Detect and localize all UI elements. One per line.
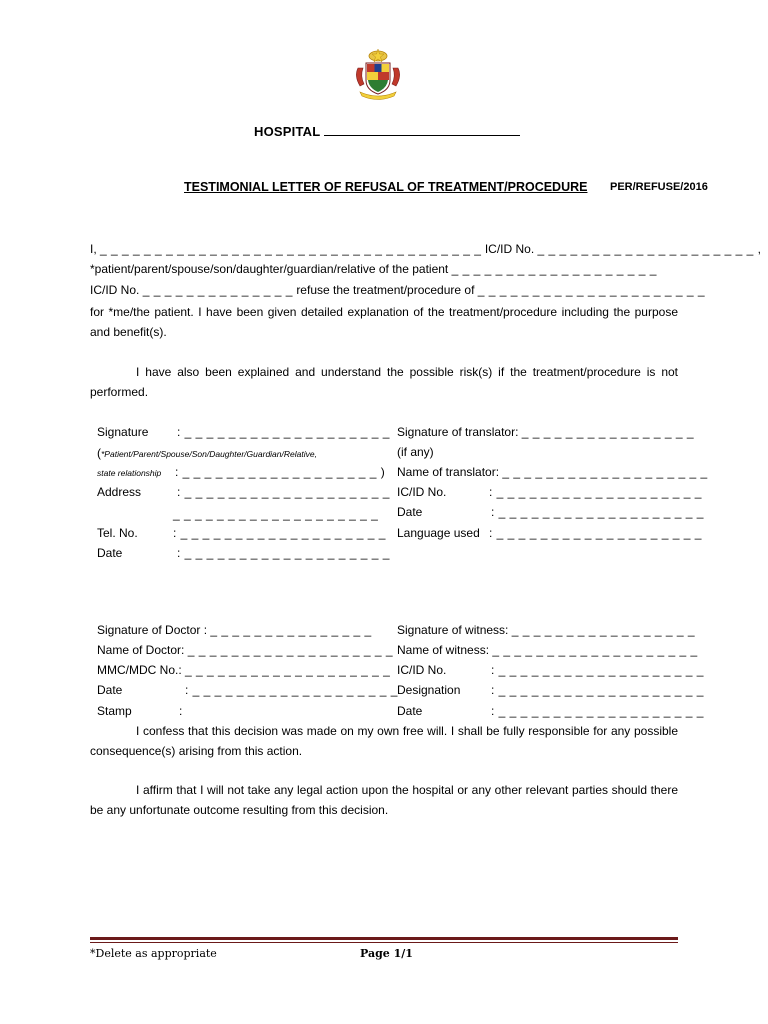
address-row-2 (173, 507, 378, 521)
footer-rule-thin (90, 942, 678, 943)
treatment-procedure-field[interactable]: _ _ _ _ _ _ _ _ _ _ _ _ _ _ _ _ _ _ _ _ _ (477, 283, 706, 297)
declaration-line-3: IC/ID No. _ _ _ _ _ _ _ _ _ _ _ _ _ _ refuse the treatment/procedure of _ _ _ _ _ _ _ _ _ _ _ _ _ _ _ _ _ _ _ _ _ (90, 283, 706, 297)
witness-icid-field[interactable]: : _ _ _ _ _ _ _ _ _ _ _ _ _ _ _ _ _ _ _ (491, 663, 704, 677)
declarant-icid-field[interactable]: _ _ _ _ _ _ _ _ _ _ _ _ _ _ _ _ _ _ _ _ , (537, 242, 762, 256)
patient-icid-field[interactable]: _ _ _ _ _ _ _ _ _ _ _ _ _ _ (142, 283, 293, 297)
stamp-row: Stamp : (97, 704, 183, 718)
state-relationship-row: state relationship : _ _ _ _ _ _ _ _ _ _ _ _ _ _ _ _ _ _ ) (97, 465, 386, 479)
declaration-line-1: I, _ _ _ _ _ _ _ _ _ _ _ _ _ _ _ _ _ _ _ _ _ _ _ _ _ _ _ _ _ _ _ _ _ _ _ IC/ID No. _ _ _ _ _ _ _ _ _ _ _ _ _ _ _ _ _ _ _ _ , (90, 242, 762, 256)
doctor-date-field[interactable]: : _ _ _ _ _ _ _ _ _ _ _ _ _ _ _ _ _ _ _ (185, 683, 398, 697)
witness-date-field[interactable]: : _ _ _ _ _ _ _ _ _ _ _ _ _ _ _ _ _ _ _ (491, 704, 704, 718)
doctor-date-row: Date : _ _ _ _ _ _ _ _ _ _ _ _ _ _ _ _ _ _ _ (97, 683, 398, 697)
relationship-row: (*Patient/Parent/Spouse/Son/Daughter/Guardian/Relative, (97, 446, 317, 460)
tel-field[interactable]: : _ _ _ _ _ _ _ _ _ _ _ _ _ _ _ _ _ _ _ (173, 526, 386, 540)
patient-name-field[interactable]: _ _ _ _ _ _ _ _ _ _ _ _ _ _ _ _ _ _ _ (451, 262, 657, 276)
address-field-2[interactable]: _ _ _ _ _ _ _ _ _ _ _ _ _ _ _ _ _ _ _ (173, 507, 379, 521)
translator-name-field[interactable]: _ _ _ _ _ _ _ _ _ _ _ _ _ _ _ _ _ _ _ (502, 465, 708, 479)
witness-signature-row: Signature of witness: _ _ _ _ _ _ _ _ _ _ _ _ _ _ _ _ _ (397, 623, 696, 637)
form-title: TESTIMONIAL LETTER OF REFUSAL OF TREATMENT/PROCEDURE (184, 180, 588, 194)
page-number: Page 1/1 (360, 947, 413, 960)
translator-signature-row: Signature of translator: _ _ _ _ _ _ _ _ _ _ _ _ _ _ _ _ (397, 425, 695, 439)
translator-icid-field[interactable]: : _ _ _ _ _ _ _ _ _ _ _ _ _ _ _ _ _ _ _ (489, 485, 702, 499)
address-row: Address : _ _ _ _ _ _ _ _ _ _ _ _ _ _ _ _ _ _ _ (97, 485, 390, 499)
translator-icid-row: IC/ID No. : _ _ _ _ _ _ _ _ _ _ _ _ _ _ _ _ _ _ _ (397, 485, 702, 499)
translator-date-row: Date : _ _ _ _ _ _ _ _ _ _ _ _ _ _ _ _ _ _ _ (397, 505, 704, 519)
free-will-paragraph: I confess that this decision was made on my own free will. I shall be fully responsible for any possible consequence(s) arising from this action. (90, 724, 678, 758)
doctor-name-row: Name of Doctor: _ _ _ _ _ _ _ _ _ _ _ _ _ _ _ _ _ _ _ (97, 643, 394, 657)
declarant-name-field[interactable]: _ _ _ _ _ _ _ _ _ _ _ _ _ _ _ _ _ _ _ _ _ _ _ _ _ _ _ _ _ _ _ _ _ _ _ (100, 242, 482, 256)
witness-date-row: Date : _ _ _ _ _ _ _ _ _ _ _ _ _ _ _ _ _ _ _ (397, 704, 704, 718)
tel-row: Tel. No. : _ _ _ _ _ _ _ _ _ _ _ _ _ _ _ _ _ _ _ (97, 526, 386, 540)
designation-field[interactable]: : _ _ _ _ _ _ _ _ _ _ _ _ _ _ _ _ _ _ _ (491, 683, 704, 697)
hospital-label: HOSPITAL (254, 123, 520, 139)
date-field[interactable]: : _ _ _ _ _ _ _ _ _ _ _ _ _ _ _ _ _ _ _ (177, 546, 390, 560)
address-field[interactable]: : _ _ _ _ _ _ _ _ _ _ _ _ _ _ _ _ _ _ _ (177, 485, 390, 499)
witness-name-row: Name of witness: _ _ _ _ _ _ _ _ _ _ _ _ _ _ _ _ _ _ _ (397, 643, 698, 657)
doctor-name-field[interactable]: _ _ _ _ _ _ _ _ _ _ _ _ _ _ _ _ _ _ _ (187, 643, 394, 657)
signature-field[interactable]: : _ _ _ _ _ _ _ _ _ _ _ _ _ _ _ _ _ _ _ (177, 425, 390, 439)
doctor-signature-row: Signature of Doctor : _ _ _ _ _ _ _ _ _ _ _ _ _ _ _ (97, 623, 372, 637)
risk-paragraph: I have also been explained and understand the possible risk(s) if the treatment/procedure is not performed. (90, 365, 678, 399)
witness-icid-row: IC/ID No. : _ _ _ _ _ _ _ _ _ _ _ _ _ _ _ _ _ _ _ (397, 663, 704, 677)
translator-date-field[interactable]: : _ _ _ _ _ _ _ _ _ _ _ _ _ _ _ _ _ _ _ (491, 505, 704, 519)
footer-rule (90, 937, 678, 940)
date-row: Date : _ _ _ _ _ _ _ _ _ _ _ _ _ _ _ _ _ _ _ (97, 546, 390, 560)
mmc-field[interactable]: _ _ _ _ _ _ _ _ _ _ _ _ _ _ _ _ _ _ _ (185, 663, 391, 677)
declaration-line-4: for *me/the patient. I have been given detailed explanation of the treatment/procedure including the purpose and benefit(s). (90, 305, 678, 339)
doctor-signature-field[interactable]: _ _ _ _ _ _ _ _ _ _ _ _ _ _ _ (210, 623, 372, 637)
translator-name-row: Name of translator: _ _ _ _ _ _ _ _ _ _ _ _ _ _ _ _ _ _ _ (397, 465, 708, 479)
witness-name-field[interactable]: _ _ _ _ _ _ _ _ _ _ _ _ _ _ _ _ _ _ _ (492, 643, 698, 657)
if-any-label: (if any) (397, 445, 434, 459)
translator-signature-field[interactable]: _ _ _ _ _ _ _ _ _ _ _ _ _ _ _ _ (521, 425, 695, 439)
signature-row: Signature : _ _ _ _ _ _ _ _ _ _ _ _ _ _ _ _ _ _ _ (97, 425, 390, 439)
hospital-name-field[interactable] (324, 123, 520, 136)
designation-row: Designation : _ _ _ _ _ _ _ _ _ _ _ _ _ _ _ _ _ _ _ (397, 683, 704, 697)
mmc-row: MMC/MDC No.: _ _ _ _ _ _ _ _ _ _ _ _ _ _ _ _ _ _ _ (97, 663, 391, 677)
coat-of-arms-icon (352, 46, 404, 102)
language-field[interactable]: : _ _ _ _ _ _ _ _ _ _ _ _ _ _ _ _ _ _ _ (489, 526, 702, 540)
state-relationship-field[interactable]: : _ _ _ _ _ _ _ _ _ _ _ _ _ _ _ _ _ _ ) (175, 465, 386, 479)
form-code: PER/REFUSE/2016 (610, 181, 708, 193)
declaration-line-2: *patient/parent/spouse/son/daughter/guardian/relative of the patient _ _ _ _ _ _ _ _ _ _ _ _ _ _ _ _ _ _ _ (90, 262, 657, 276)
witness-signature-field[interactable]: _ _ _ _ _ _ _ _ _ _ _ _ _ _ _ _ _ (511, 623, 696, 637)
stamp-field[interactable]: : (179, 704, 183, 718)
legal-action-paragraph: I affirm that I will not take any legal action upon the hospital or any other relevant parties should there be any unfortunate outcome resulting from this decision. (90, 783, 678, 817)
language-row: Language used : _ _ _ _ _ _ _ _ _ _ _ _ _ _ _ _ _ _ _ (397, 526, 702, 540)
footer-note: *Delete as appropriate (90, 947, 217, 960)
